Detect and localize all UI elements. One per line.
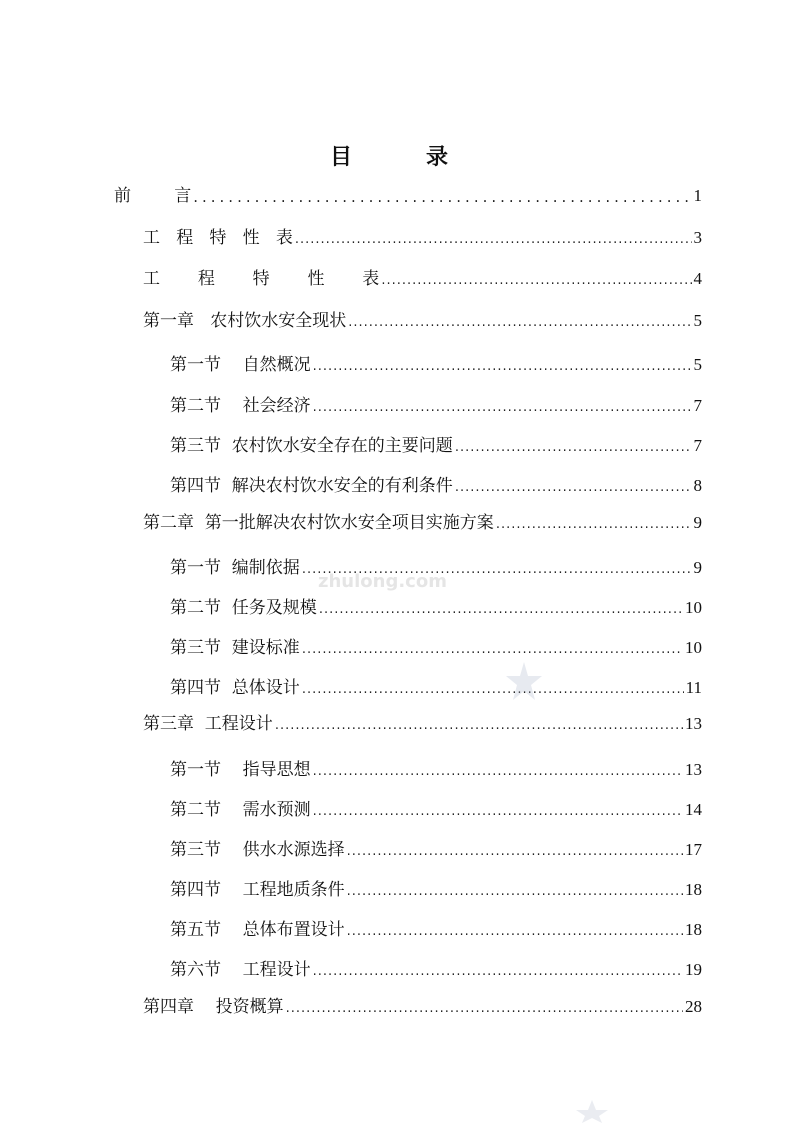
toc-leader-dots <box>496 513 692 533</box>
toc-page-number: 17 <box>685 840 702 859</box>
toc-entry-text: 第四节 总体设计 <box>170 678 300 698</box>
toc-entry-section[interactable] <box>170 880 702 900</box>
toc-leader-dots <box>302 678 684 698</box>
toc-page-number: 5 <box>693 311 702 330</box>
toc-entry-text: 第三节 农村饮水安全存在的主要问题 <box>170 436 453 456</box>
toc-leader-dots <box>313 960 683 980</box>
toc-entry-text: 前 言 <box>114 186 192 206</box>
toc-leader-dots <box>455 476 692 496</box>
toc-entry-chapter[interactable] <box>143 311 702 331</box>
toc-entry[interactable] <box>143 228 702 248</box>
watermark-logo-icon <box>572 1098 612 1123</box>
toc-leader-dots <box>348 311 691 331</box>
toc-page-number: 10 <box>685 598 702 617</box>
title-part-1: 目 <box>330 145 353 170</box>
toc-entry-section[interactable] <box>170 558 702 578</box>
toc-entry-text: 第一章 农村饮水安全现状 <box>143 311 347 331</box>
toc-entry-text: 工 程 特 性 表 <box>143 228 293 248</box>
toc-entry-section[interactable] <box>170 760 702 780</box>
toc-leader-dots <box>302 638 683 658</box>
toc-page-number: 13 <box>685 760 702 779</box>
toc-entry-text: 工 程 特 性 表 <box>143 269 380 289</box>
toc-entry-text: 第四节 解决农村饮水安全的有利条件 <box>170 476 453 496</box>
toc-page-number: 19 <box>685 960 702 979</box>
toc-page-number: 7 <box>693 436 702 455</box>
toc-page-number: 5 <box>693 355 702 374</box>
toc-leader-dots <box>347 920 683 940</box>
toc-leader-dots <box>193 186 691 206</box>
toc-page-number: 28 <box>685 997 702 1016</box>
toc-page-number: 8 <box>693 476 702 495</box>
toc-page-number: 14 <box>685 800 702 819</box>
toc-entry-text: 第一节 编制依据 <box>170 558 300 578</box>
toc-entry-text: 第三章 工程设计 <box>143 714 273 734</box>
toc-entry-section[interactable] <box>170 638 702 658</box>
toc-entry-text: 第二节 社会经济 <box>170 396 311 416</box>
toc-entry-text: 第四章 投资概算 <box>143 997 284 1017</box>
toc-page-number: 3 <box>693 228 702 247</box>
toc-page-number: 18 <box>685 920 702 939</box>
toc-leader-dots <box>455 436 692 456</box>
toc-leader-dots <box>286 997 683 1017</box>
toc-leader-dots <box>381 269 691 289</box>
toc-page-number: 1 <box>693 186 702 205</box>
toc-leader-dots <box>347 840 683 860</box>
toc-entry-section[interactable] <box>170 396 702 416</box>
toc-entry-section[interactable] <box>170 678 702 698</box>
toc-entry-text: 第六节 工程设计 <box>170 960 311 980</box>
toc-entry-text: 第四节 工程地质条件 <box>170 880 345 900</box>
toc-entry-chapter[interactable] <box>143 997 702 1017</box>
watermark-text: zhulong.com <box>318 571 447 592</box>
toc-page-number: 11 <box>685 678 702 697</box>
toc-leader-dots <box>347 880 683 900</box>
toc-leader-dots <box>313 800 683 820</box>
toc-entry-chapter[interactable] <box>143 714 702 734</box>
toc-entry-section[interactable] <box>170 800 702 820</box>
toc-entry-text: 第二章 第一批解决农村饮水安全项目实施方案 <box>143 513 494 533</box>
toc-page-number: 9 <box>693 513 702 532</box>
toc-leader-dots <box>295 228 692 248</box>
toc-entry-text: 第一节 指导思想 <box>170 760 311 780</box>
toc-page-number: 18 <box>685 880 702 899</box>
toc-leader-dots <box>302 558 692 578</box>
toc-entry-text: 第五节 总体布置设计 <box>170 920 345 940</box>
toc-page-number: 10 <box>685 638 702 657</box>
toc-leader-dots <box>313 355 692 375</box>
toc-entry-section[interactable] <box>170 436 702 456</box>
toc-entry-text: 第二节 任务及规模 <box>170 598 317 618</box>
toc-entry-text: 第一节 自然概况 <box>170 355 311 375</box>
toc-page-number: 13 <box>685 714 702 733</box>
toc-entry-section[interactable] <box>170 476 702 496</box>
toc-entry-section[interactable] <box>170 920 702 940</box>
toc-entry[interactable] <box>143 269 702 289</box>
toc-entry-preface[interactable] <box>114 186 702 206</box>
title-part-2: 录 <box>426 145 449 170</box>
toc-entry-section[interactable] <box>170 960 702 980</box>
toc-entry-section[interactable] <box>170 598 702 618</box>
toc-page-number: 7 <box>693 396 702 415</box>
toc-entry-text: 第三节 建设标准 <box>170 638 300 658</box>
toc-page-number: 4 <box>693 269 702 288</box>
toc-entry-section[interactable] <box>170 840 702 860</box>
toc-leader-dots <box>275 714 683 734</box>
toc-leader-dots <box>313 760 683 780</box>
toc-leader-dots <box>319 598 683 618</box>
toc-entry-text: 第三节 供水水源选择 <box>170 840 345 860</box>
toc-entry-chapter[interactable] <box>143 513 702 533</box>
toc-leader-dots <box>313 396 692 416</box>
toc-entry-section[interactable] <box>170 355 702 375</box>
toc-entry-text: 第二节 需水预测 <box>170 800 311 820</box>
toc-page-number: 9 <box>693 558 702 577</box>
